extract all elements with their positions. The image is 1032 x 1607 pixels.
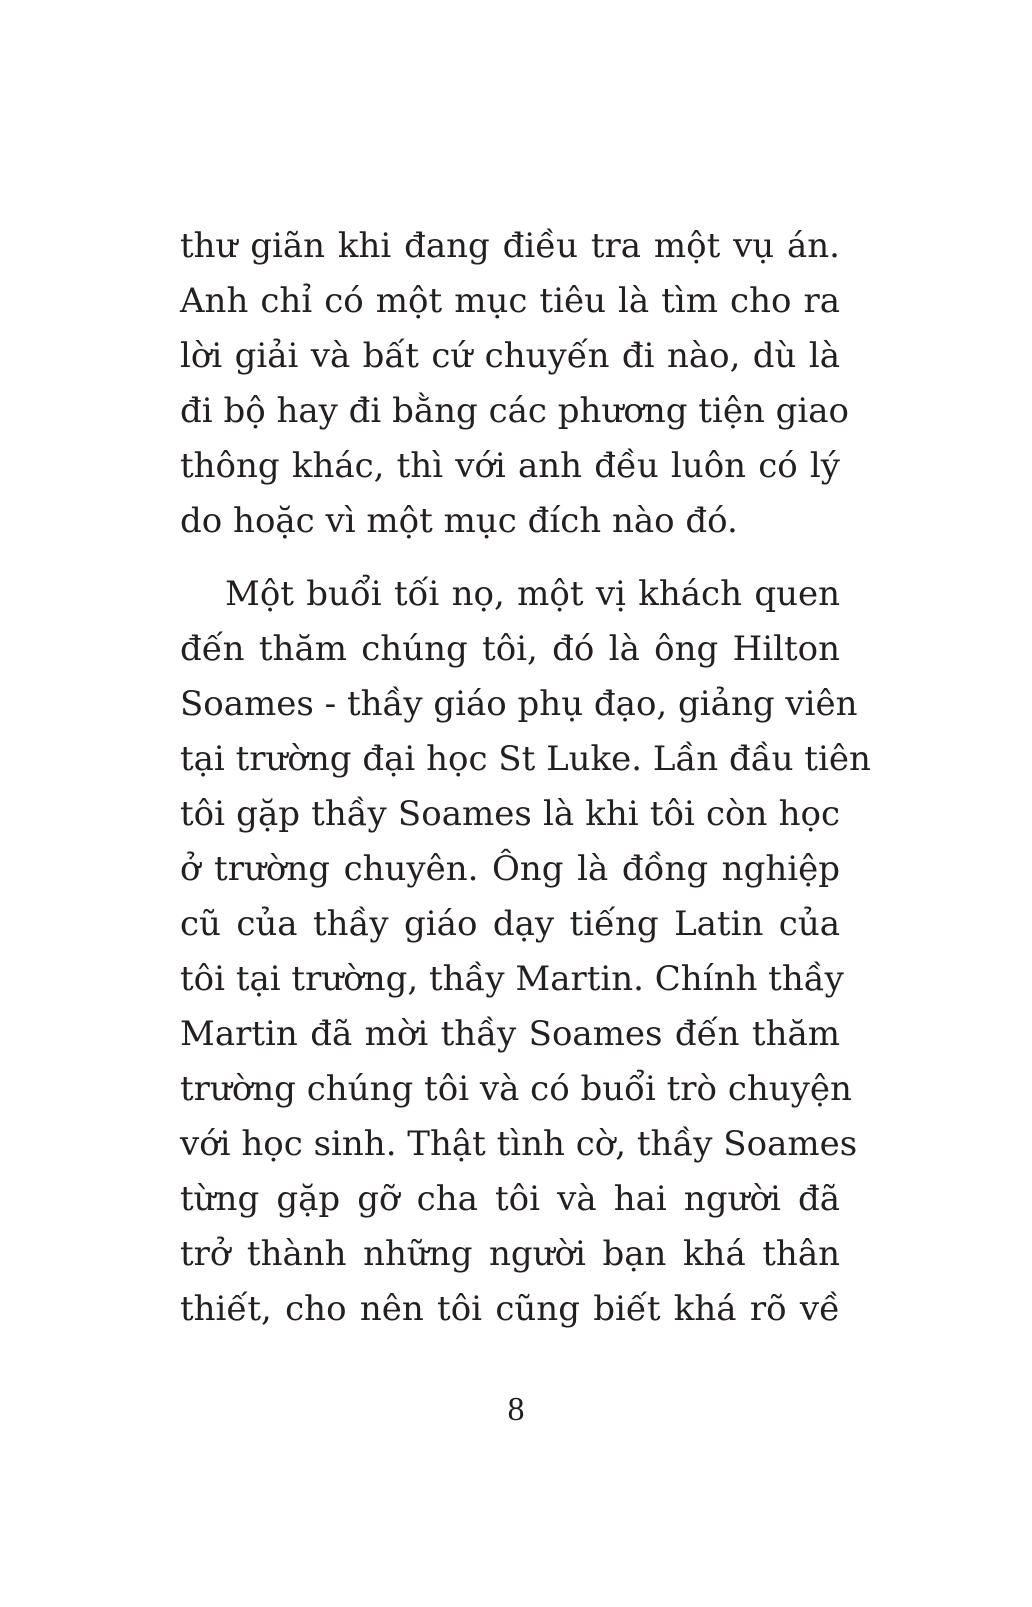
text-line: Martin đã mời thầy Soames đến thăm — [180, 1014, 840, 1054]
text-line: lời giải và bất cứ chuyến đi nào, dù là — [180, 336, 840, 376]
text-line: trường chúng tôi và có buổi trò chuyện — [180, 1069, 852, 1109]
text-line: đi bộ hay đi bằng các phương tiện giao — [180, 391, 850, 431]
page-number: 8 — [507, 1391, 525, 1428]
text-line: tại trường đại học St Luke. Lần đầu tiên — [180, 739, 871, 779]
paragraph-2 — [180, 567, 871, 1337]
text-line: thiết, cho nên tôi cũng biết khá rõ về — [180, 1289, 840, 1329]
text-line: đến thăm chúng tôi, đó là ông Hilton — [180, 629, 840, 669]
text-line: từng gặp gỡ cha tôi và hai người đã — [180, 1179, 840, 1219]
text-line: Một buổi tối nọ, một vị khách quen — [225, 574, 840, 614]
text-line: thông khác, thì với anh đều luôn có lý — [180, 446, 840, 486]
text-line: với học sinh. Thật tình cờ, thầy Soames — [180, 1124, 858, 1164]
text-line: trở thành những người bạn khá thân — [180, 1234, 840, 1274]
text-line: Anh chỉ có một mục tiêu là tìm cho ra — [180, 281, 840, 321]
paragraph-1 — [180, 219, 850, 549]
text-line: Soames - thầy giáo phụ đạo, giảng viên — [180, 684, 858, 724]
text-line: tôi tại trường, thầy Martin. Chính thầy — [180, 959, 844, 999]
text-line: cũ của thầy giáo dạy tiếng Latin của — [180, 904, 840, 944]
body-text — [180, 219, 871, 1337]
text-line: do hoặc vì một mục đích nào đó. — [180, 501, 738, 541]
text-line: ở trường chuyên. Ông là đồng nghiệp — [180, 849, 840, 889]
text-line: thư giãn khi đang điều tra một vụ án. — [180, 226, 840, 266]
text-line: tôi gặp thầy Soames là khi tôi còn học — [180, 794, 840, 834]
paragraph-gap — [180, 549, 840, 567]
